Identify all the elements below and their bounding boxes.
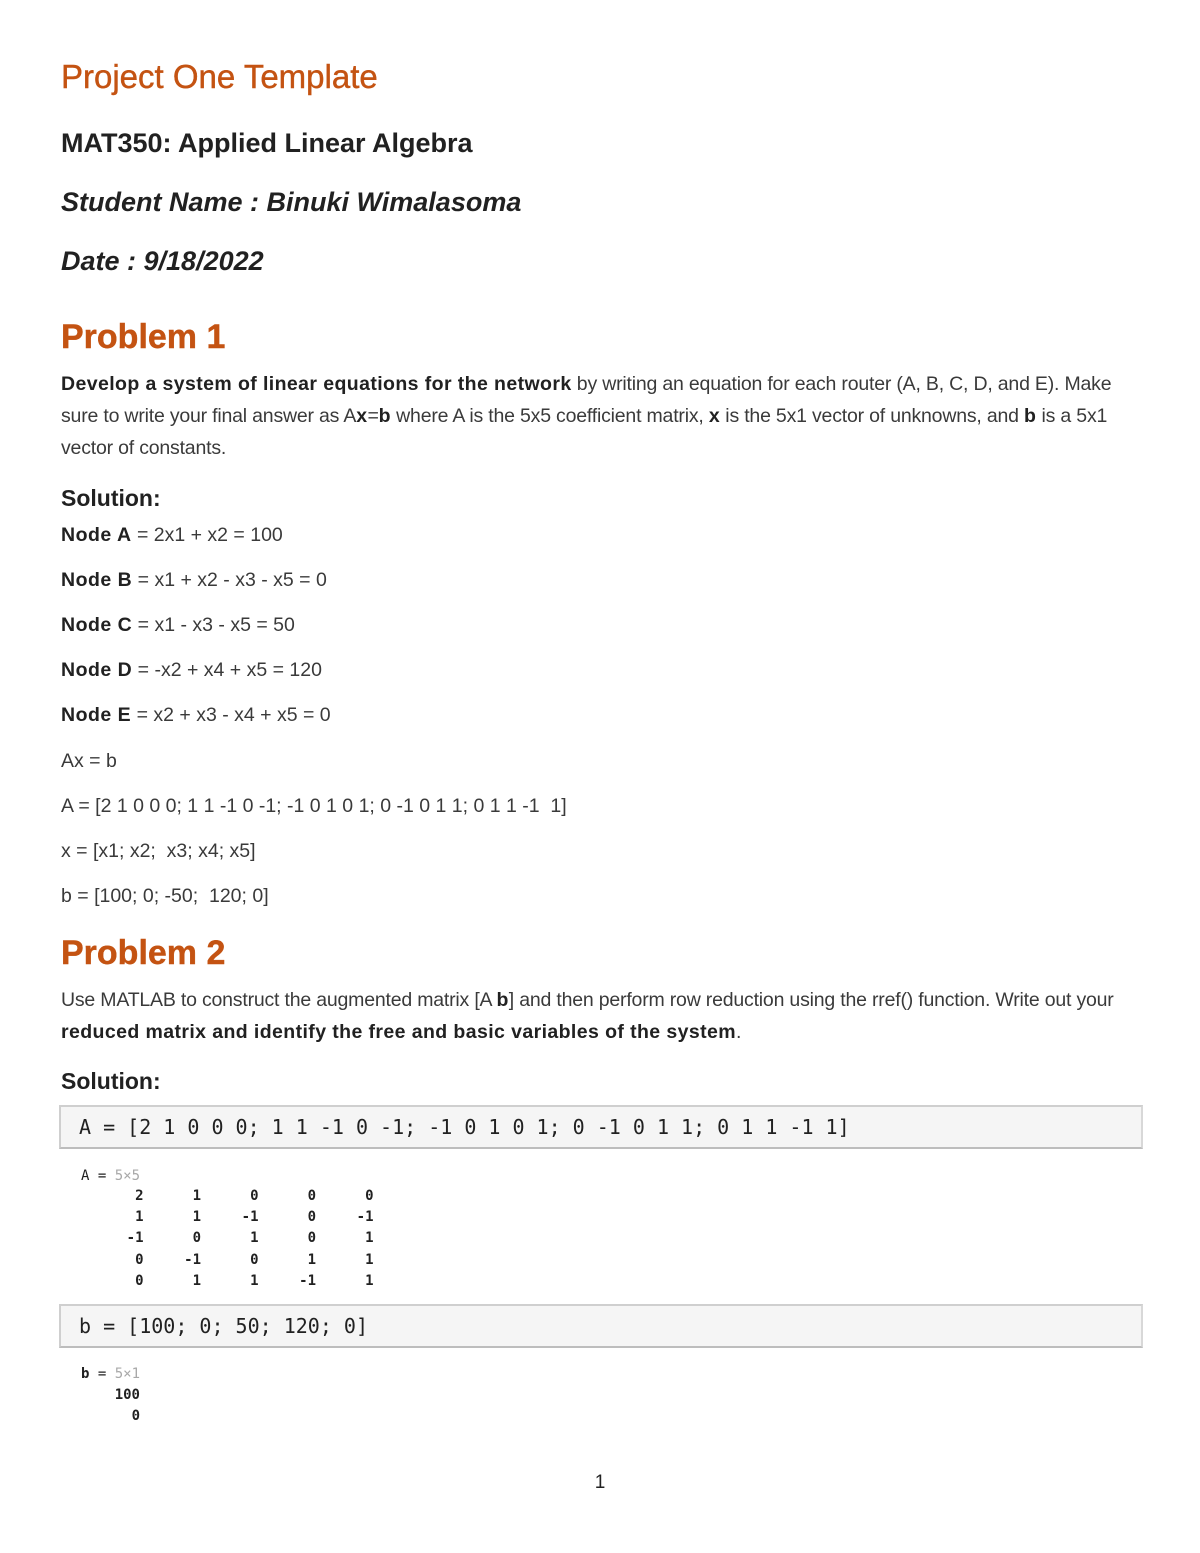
problem-2-heading: Problem 2 bbox=[61, 934, 226, 972]
node-b-equation bbox=[61, 569, 327, 592]
prompt-text: by writing an equation for each router (A, B, C, D, and E). Make sure to write your final answer as A bbox=[61, 373, 1112, 427]
node-equation: = x1 + x2 - x3 - x5 = 0 bbox=[132, 569, 327, 591]
node-c-equation bbox=[61, 614, 295, 637]
problem-1-prompt bbox=[61, 368, 1141, 464]
output-var: A bbox=[81, 1168, 90, 1184]
output-size: 5×1 bbox=[114, 1366, 141, 1382]
matrix-row bbox=[86, 1228, 374, 1249]
matrix-cell: 1 bbox=[192, 1188, 201, 1204]
matrix-cell: 0 bbox=[307, 1188, 316, 1204]
problem-1-heading: Problem 1 bbox=[61, 318, 226, 356]
course-title: MAT350: Applied Linear Algebra bbox=[61, 128, 473, 158]
node-equation: = x2 + x3 - x4 + x5 = 0 bbox=[131, 704, 331, 726]
output-eq: = bbox=[89, 1366, 115, 1382]
matrix-cell: 1 bbox=[250, 1272, 259, 1289]
matrix-cell: -1 bbox=[184, 1251, 201, 1268]
matrix-row bbox=[86, 1207, 374, 1228]
node-label: Node E bbox=[61, 704, 132, 726]
system-line-x-vector: x = [x1; x2; x3; x4; x5] bbox=[61, 840, 256, 862]
matrix-cell: 0 bbox=[250, 1188, 259, 1204]
matrix-cell: 1 bbox=[365, 1272, 374, 1289]
matrix-cell: 0 bbox=[307, 1209, 316, 1226]
vector-b-output bbox=[61, 1385, 140, 1427]
matrix-row bbox=[86, 1250, 374, 1271]
node-label: Node C bbox=[61, 614, 133, 636]
node-label: Node A bbox=[61, 524, 132, 546]
node-equation: = x1 - x3 - x5 = 50 bbox=[132, 614, 295, 636]
node-a-equation bbox=[61, 524, 283, 547]
prompt-text: . bbox=[735, 1021, 742, 1043]
prompt-text: where A is the 5x5 coefficient matrix, bbox=[390, 405, 709, 427]
vector-cell: 0 bbox=[131, 1408, 140, 1425]
system-line-a-matrix: A = [2 1 0 0 0; 1 1 -1 0 -1; -1 0 1 0 1; 0 -1 0 1 1; 0 1 1 -1 1] bbox=[61, 795, 567, 817]
problem-2-prompt bbox=[61, 984, 1141, 1048]
vector-row bbox=[61, 1406, 140, 1427]
code-input-b[interactable]: b = [100; 0; 50; 120; 0] bbox=[59, 1304, 1143, 1348]
code-input-a[interactable]: A = [2 1 0 0 0; 1 1 -1 0 -1; -1 0 1 0 1; 0 -1 0 1 1; 0 1 1 -1 1] bbox=[59, 1105, 1143, 1149]
matrix-cell: 1 bbox=[135, 1209, 144, 1226]
output-size: 5×5 bbox=[114, 1168, 141, 1184]
date-line: Date : 9/18/2022 bbox=[61, 246, 264, 276]
page-number: 1 bbox=[594, 1472, 606, 1493]
vector-row bbox=[61, 1385, 140, 1406]
node-d-equation bbox=[61, 659, 322, 682]
node-label: Node D bbox=[61, 659, 133, 681]
prompt-bold-lead: Develop a system of linear equations for the network bbox=[61, 373, 572, 395]
prompt-text: is the 5x1 vector of unknowns, and bbox=[720, 405, 1024, 427]
matrix-cell: -1 bbox=[241, 1209, 259, 1226]
matrix-cell: -1 bbox=[299, 1272, 316, 1289]
node-equation: = -x2 + x4 + x5 = 120 bbox=[132, 659, 322, 681]
matrix-cell: 0 bbox=[365, 1188, 374, 1204]
matrix-a-output bbox=[86, 1186, 374, 1292]
output-var: b bbox=[81, 1366, 90, 1382]
prompt-bold-x: x bbox=[708, 405, 721, 427]
prompt-eq: = bbox=[367, 405, 379, 427]
matrix-cell: 2 bbox=[135, 1188, 144, 1204]
vector-cell: 100 bbox=[114, 1387, 140, 1403]
matrix-cell: -1 bbox=[356, 1209, 374, 1226]
matrix-cell: 1 bbox=[192, 1209, 201, 1226]
matrix-cell: -1 bbox=[126, 1230, 144, 1247]
node-equation: = 2x1 + x2 = 100 bbox=[131, 524, 283, 546]
student-name: Student Name : Binuki Wimalasoma bbox=[61, 187, 522, 217]
problem-1-solution-label: Solution: bbox=[61, 485, 161, 511]
prompt-text: is a 5x1 vector of constants. bbox=[61, 405, 1108, 459]
matrix-cell: 0 bbox=[192, 1230, 201, 1247]
matrix-cell: 0 bbox=[307, 1230, 316, 1247]
matrix-cell: 1 bbox=[192, 1272, 201, 1289]
prompt-text: ] and then perform row reduction using the rref() function. Write out your bbox=[508, 989, 1114, 1011]
matrix-cell: 1 bbox=[307, 1251, 316, 1268]
problem-2-solution-label: Solution: bbox=[61, 1068, 161, 1094]
prompt-bold-b: b bbox=[1024, 405, 1037, 427]
prompt-bold-x: x bbox=[356, 405, 368, 427]
code-output-b-header bbox=[81, 1364, 140, 1385]
matrix-cell: 0 bbox=[135, 1272, 144, 1289]
matrix-cell: 1 bbox=[365, 1230, 374, 1247]
prompt-bold-lead: reduced matrix and identify the free and basic variables of the system bbox=[61, 1021, 736, 1043]
output-eq: = bbox=[89, 1168, 115, 1184]
matrix-cell: 1 bbox=[250, 1230, 259, 1247]
prompt-bold-b: b bbox=[378, 405, 391, 427]
node-e-equation bbox=[61, 704, 331, 727]
matrix-cell: 0 bbox=[250, 1251, 259, 1268]
code-output-a-header bbox=[81, 1166, 140, 1187]
prompt-bold-b: b bbox=[496, 989, 509, 1011]
prompt-text: Use MATLAB to construct the augmented matrix [A bbox=[61, 989, 497, 1011]
node-label: Node B bbox=[61, 569, 133, 591]
system-line-ax-b: Ax = b bbox=[61, 750, 117, 772]
system-line-b-vector: b = [100; 0; -50; 120; 0] bbox=[61, 885, 269, 907]
matrix-row bbox=[86, 1271, 374, 1292]
matrix-cell: 0 bbox=[135, 1251, 144, 1268]
matrix-cell: 1 bbox=[365, 1251, 374, 1268]
document-title: Project One Template bbox=[61, 58, 378, 95]
matrix-row bbox=[86, 1186, 374, 1207]
